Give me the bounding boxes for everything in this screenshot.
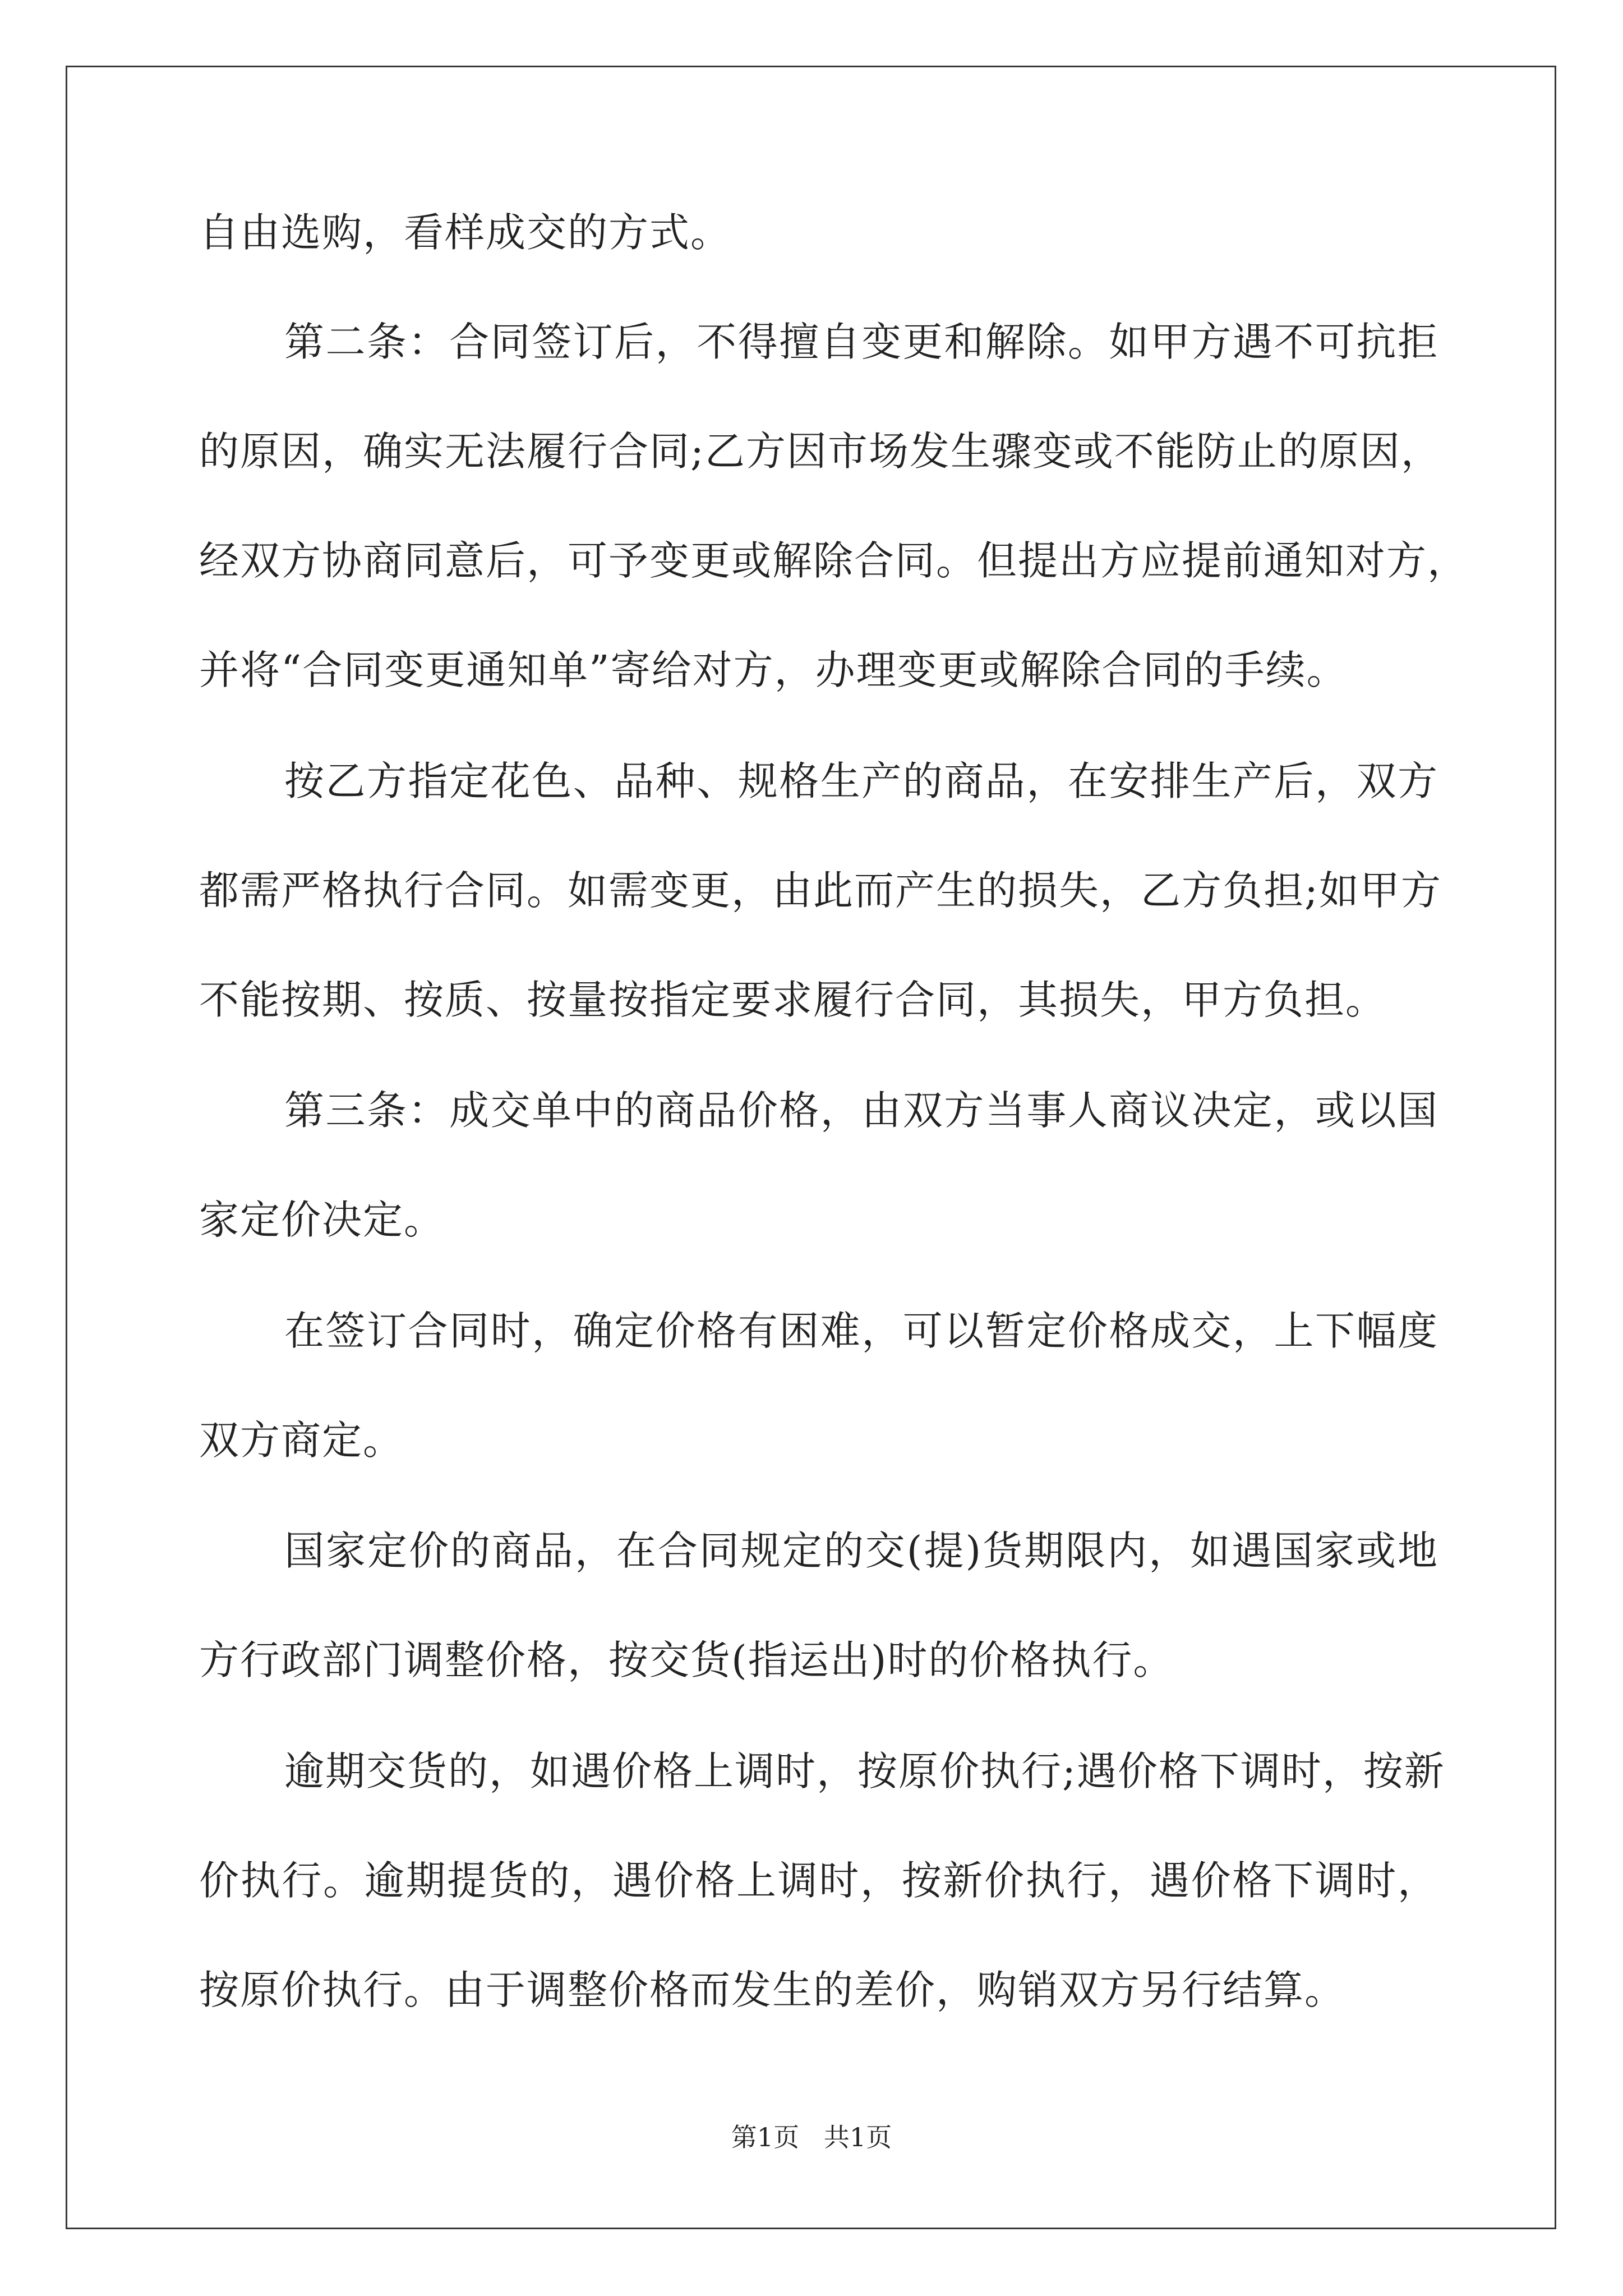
text-line: 经双方协商同意后，可予变更或解除合同。但提出方应提前通知对方，: [199, 537, 1469, 584]
text-line: 价执行。逾期提货的，遇价格上调时，按新价执行，遇价格下调时，: [199, 1857, 1438, 1904]
text-line: 国家定价的商品，在合同规定的交(提)货期限内，如遇国家或地: [284, 1527, 1438, 1574]
text-line: 的原因，确实无法履行合同;乙方因市场发生骤变或不能防止的原因，: [199, 428, 1442, 475]
text-line: 双方商定。: [199, 1417, 404, 1464]
text-line: 并将“合同变更通知单”寄给对方，办理变更或解除合同的手续。: [199, 647, 1348, 693]
text-line: 在签订合同时，确定价格有困难，可以暂定价格成交，上下幅度: [284, 1308, 1438, 1354]
text-line: 家定价决定。: [199, 1197, 445, 1243]
page-footer: 第1页 共1页: [731, 2122, 892, 2152]
text-line: 都需严格执行合同。如需变更，由此而产生的损失，乙方负担;如甲方: [199, 867, 1442, 914]
text-line: 按原价执行。由于调整价格而发生的差价，购销双方另行结算。: [199, 1967, 1346, 2013]
text-line: 按乙方指定花色、品种、规格生产的商品，在安排生产后，双方: [284, 758, 1438, 804]
text-line: 不能按期、按质、按量按指定要求履行合同，其损失，甲方负担。: [199, 977, 1387, 1023]
text-line: 方行政部门调整价格，按交货(指运出)时的价格执行。: [199, 1637, 1174, 1683]
text-line: 逾期交货的，如遇价格上调时，按原价执行;遇价格下调时，按新: [284, 1748, 1445, 1795]
text-line: 第二条：合同签订后，不得擅自变更和解除。如甲方遇不可抗拒: [284, 319, 1438, 365]
text-line: 自由选购，看样成交的方式。: [199, 209, 732, 256]
text-line: 第三条：成交单中的商品价格，由双方当事人商议决定，或以国: [284, 1087, 1438, 1134]
